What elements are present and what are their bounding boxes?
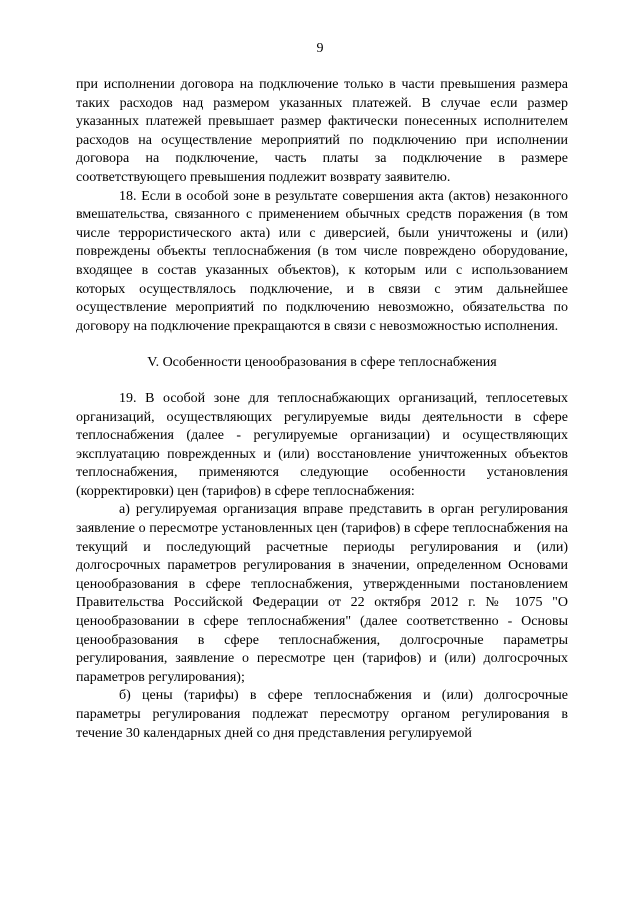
paragraph-18: 18. Если в особой зоне в результате совершения акта (актов) незаконного вмешательства, связанного с применением обычных средств поражения (в том числе террористического акта) или с диверсией, были уничтожены и (или) повреждены объекты теплоснабжения (в том числе повреждено оборудование, входящее в состав указанных объектов), к которым или с использованием которых осуществлялось подключение, и в связи с этим дальнейшее осуществление мероприятий по подключению невозможно, обязательства по договору на подключение прекращаются в связи с невозможностью исполнения. [76,188,568,334]
paragraph-continuation: при исполнении договора на подключение только в части превышения размера таких расходов над размером указанных платежей. В случае если размер указанных платежей превышает размер фактически понесенных исполнителем расходов на осуществление мероприятий по подключению при исполнении договора на подключение, часть платы за подключение в размере соответствующего превышения подлежит возврату заявителю. [76,77,568,185]
document-body [76,76,568,743]
paragraph-19-b: б) цены (тарифы) в сфере теплоснабжения и (или) долгосрочные параметры регулирования подлежат пересмотру органом регулирования в течение 30 календарных дней со дня представления регулируемой [76,688,568,741]
paragraph-19: 19. В особой зоне для теплоснабжающих организаций, теплосетевых организаций, осуществляющих регулируемые виды деятельности в сфере теплоснабжения (далее - регулируемые организации) и осуществляющих эксплуатацию поврежденных и (или) восстановление уничтоженных объектов теплоснабжения, применяются следующие особенности установления (корректировки) цен (тарифов) в сфере теплоснабжения: [76,390,568,499]
paragraph-19-a: а) регулируемая организация вправе представить в орган регулирования заявление о пересмотре установленных цен (тарифов) в сфере теплоснабжения на текущий и последующий расчетные периоды регулирования и (или) долгосрочных параметров регулирования в значении, определенном Основами ценообразования в сфере теплоснабжения, утвержденными постановлением Правительства Российской Федерации от 22 октября 2012 г. № 1075 "О ценообразовании в сфере теплоснабжения" (далее соответственно - Основы ценообразования в сфере теплоснабжения, долгосрочные параметры регулирования, заявление о пересмотре цен (тарифов) и (или) долгосрочных параметров регулирования); [76,502,568,685]
page-number: 9 [316,41,324,56]
section-heading: V. Особенности ценообразования в сфере теплоснабжения [147,355,497,371]
